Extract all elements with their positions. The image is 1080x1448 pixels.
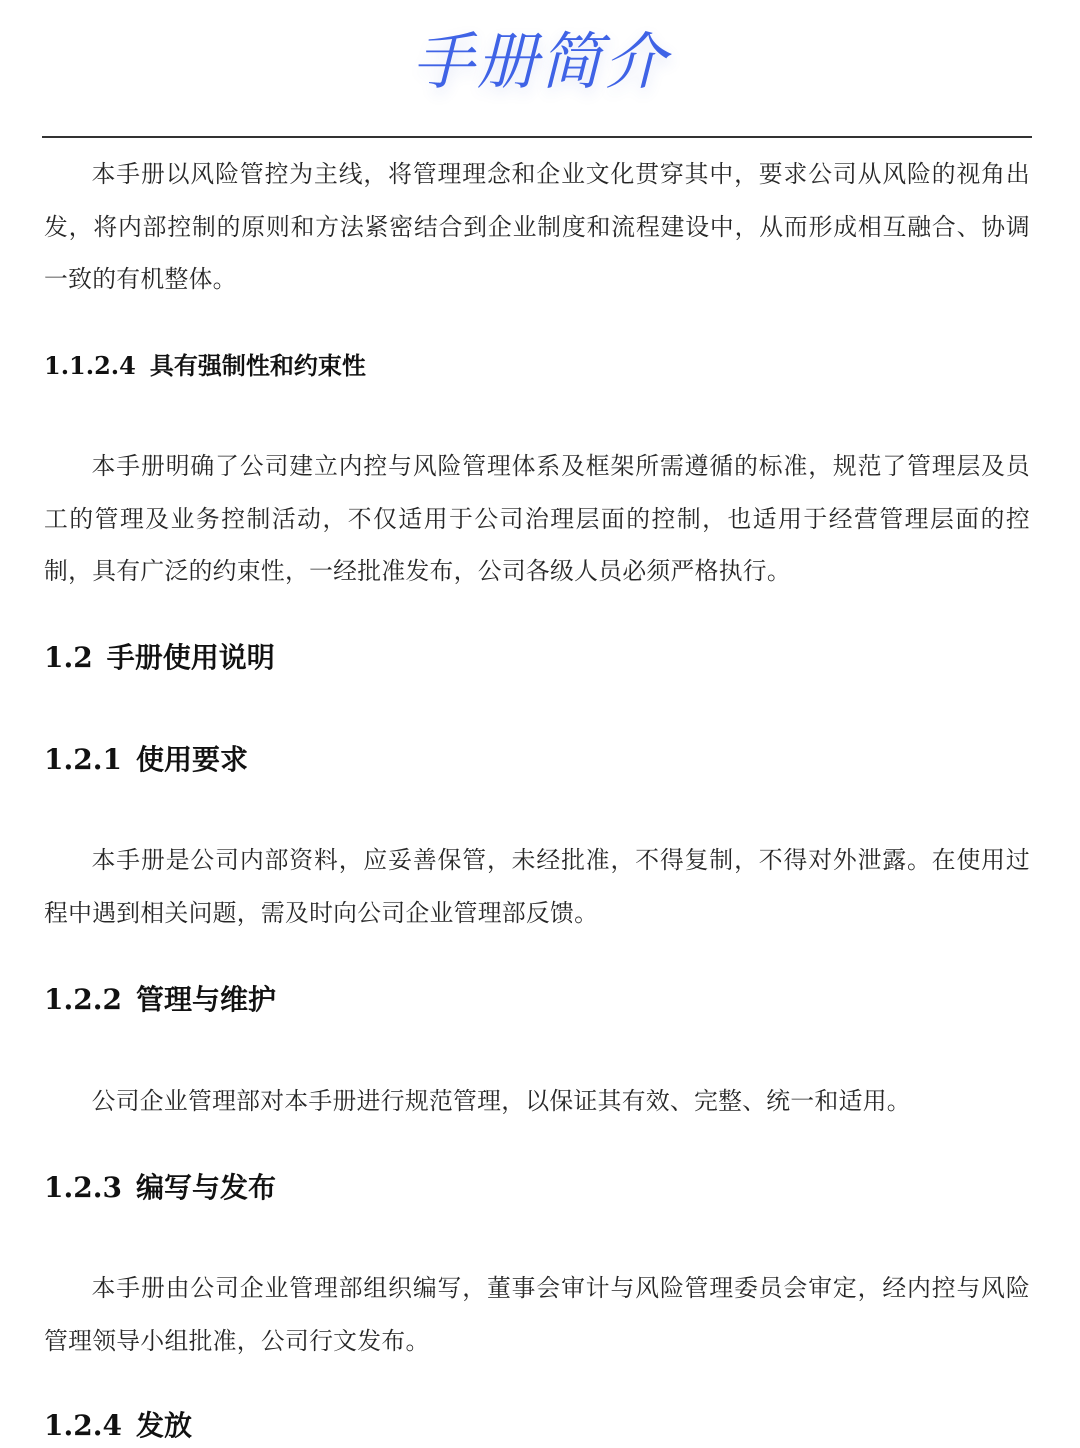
heading-1-2-3: [44, 1166, 276, 1210]
usage-paragraph: 本手册是公司内部资料，应妥善保管，未经批准，不得复制，不得对外泄露。在使用过程中遇到相关问题，需及时向公司企业管理部反馈。: [44, 846, 1030, 927]
intro-paragraph: 本手册以风险管控为主线，将管理理念和企业文化贯穿其中，要求公司从风险的视角出发，将内部控制的原则和方法紧密结合到企业制度和流程建设中，从而形成相互融合、协调一致的有机整体。: [44, 160, 1030, 293]
heading-1-2: [44, 636, 275, 680]
heading-1-2-1: [44, 738, 248, 782]
heading-title: 发放: [135, 1409, 192, 1442]
heading-number: 1.2: [44, 641, 93, 674]
publishing-paragraph: 本手册由公司企业管理部组织编写，董事会审计与风险管理委员会审定，经内控与风险管理领导小组批准，公司行文发布。: [44, 1274, 1030, 1355]
banner-title: 手册简介: [411, 25, 668, 98]
heading-title: 管理与维护: [135, 983, 276, 1016]
heading-title: 手册使用说明: [106, 641, 275, 674]
maintenance-paragraph: 公司企业管理部对本手册进行规范管理，以保证其有效、完整、统一和适用。: [91, 1087, 911, 1115]
heading-number: 1.2.4: [44, 1409, 122, 1442]
heading-1-2-4: [44, 1404, 192, 1448]
heading-1-2-2: [44, 978, 276, 1022]
heading-title: 使用要求: [135, 743, 248, 776]
heading-number: 1.2.3: [44, 1171, 122, 1204]
heading-number: 1.2.2: [44, 983, 122, 1016]
heading-number: 1.2.1: [44, 743, 122, 776]
heading-title: 编写与发布: [135, 1171, 276, 1204]
heading-number: 1.1.2.4: [44, 351, 136, 380]
heading-1-1-2-4: [44, 346, 366, 386]
constraint-paragraph: 本手册明确了公司建立内控与风险管理体系及框架所需遵循的标准，规范了管理层及员工的管理及业务控制活动，不仅适用于公司治理层面的控制，也适用于经营管理层面的控制，具有广泛的约束性，一经批准发布，公司各级人员必须严格执行。: [44, 452, 1030, 585]
heading-title: 具有强制性和约束性: [149, 351, 366, 380]
